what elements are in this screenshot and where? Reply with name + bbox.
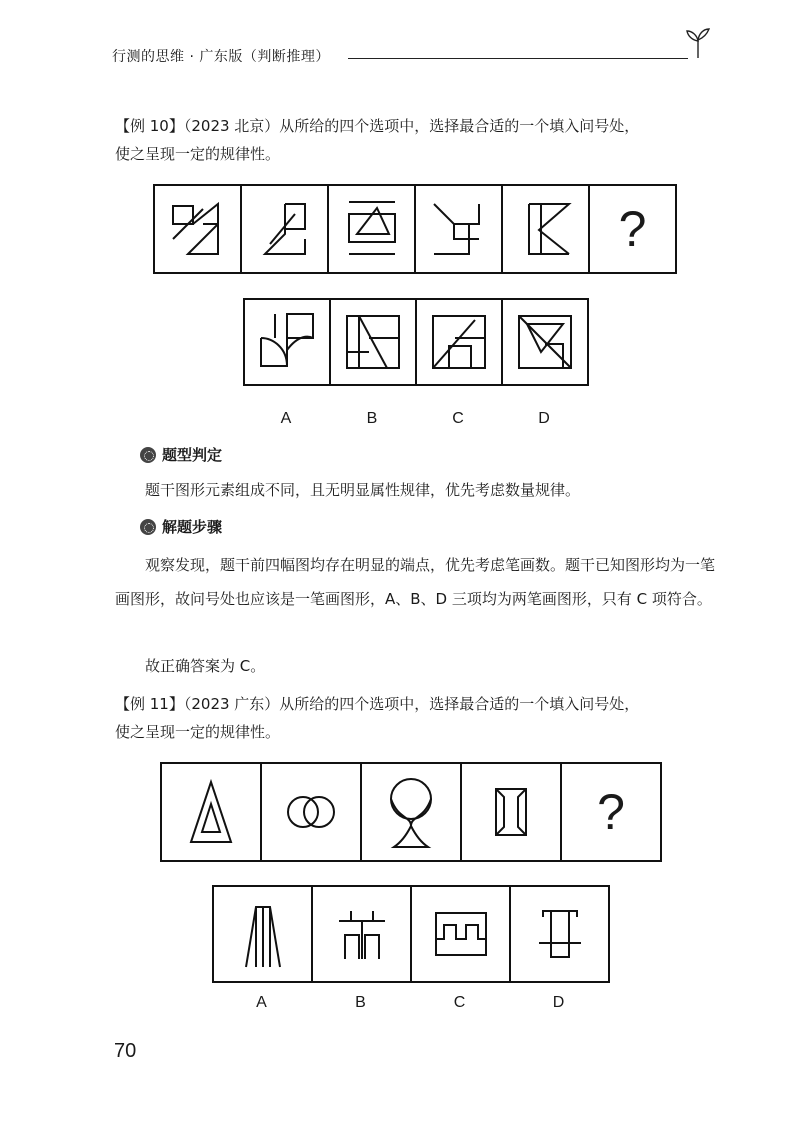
example11-stem-figure-1 (160, 762, 262, 862)
example10-stem-row (153, 184, 677, 274)
option-d-label: D (552, 994, 565, 1011)
option-c-label: C (453, 994, 466, 1011)
example10-option-labels (243, 410, 587, 428)
steps-heading-label: 解题步骤 (162, 518, 223, 536)
example10-option-b-figure[interactable] (329, 298, 417, 386)
seal-icon (140, 447, 156, 463)
example10-option-d-figure[interactable] (501, 298, 589, 386)
example10-question-cell (588, 184, 677, 274)
example11-option-labels (212, 994, 608, 1012)
example11-option-d-figure[interactable] (509, 885, 610, 983)
option-d-label: D (538, 410, 550, 427)
example10-stem-figure-1 (153, 184, 242, 274)
type-heading-label: 题型判定 (162, 446, 223, 464)
running-header: 行测的思维 · 广东版（判断推理） (112, 49, 330, 65)
example10-stem-figure-5 (501, 184, 590, 274)
steps-heading (140, 516, 222, 537)
example10-option-a-figure[interactable] (243, 298, 331, 386)
example11-stem-figure-3 (360, 762, 462, 862)
example11-text-line2: 使之呈现一定的规律性。 (115, 723, 281, 741)
type-heading (140, 444, 222, 465)
example11-option-c-figure[interactable] (410, 885, 511, 983)
example10-tag: 【例 10】 (115, 117, 184, 135)
page-number: 70 (114, 1040, 137, 1062)
example11-text-line1: （2023 广东）从所给的四个选项中，选择最合适的一个填入问号处， (183, 695, 640, 713)
type-text: 题干图形元素组成不同，且无明显属性规律，优先考虑数量规律。 (145, 481, 581, 499)
sprout-icon (682, 26, 714, 60)
example11-option-a-figure[interactable] (212, 885, 313, 983)
header-rule (348, 58, 688, 59)
example10-stem-figure-4 (414, 184, 503, 274)
example10-options-row (243, 298, 589, 386)
option-a-label: A (256, 994, 267, 1011)
example11-stem-row (160, 762, 662, 862)
example11-tag: 【例 11】 (115, 695, 184, 713)
option-a-label: A (280, 410, 292, 427)
option-b-label: B (355, 994, 366, 1011)
example11-options-row (212, 885, 610, 983)
example11-option-b-figure[interactable] (311, 885, 412, 983)
answer-text: 故正确答案为 C。 (145, 657, 266, 675)
example10-question (115, 112, 715, 168)
question-mark: ? (618, 201, 647, 257)
example11-question (115, 690, 715, 746)
example10-stem-figure-3 (327, 184, 416, 274)
option-c-label: C (452, 410, 464, 427)
option-b-label: B (366, 410, 378, 427)
seal-icon (140, 519, 156, 535)
example10-text-line1: （2023 北京）从所给的四个选项中，选择最合适的一个填入问号处， (183, 117, 640, 135)
steps-text: 观察发现，题干前四幅图均存在明显的端点，优先考虑笔画数。题干已知图形均为一笔画图形，故问号处也应该是一笔画图形，A、B、D 三项均为两笔画图形，只有 C 项符合。 (115, 556, 716, 608)
example11-stem-figure-2 (260, 762, 362, 862)
example10-stem-figure-2 (240, 184, 329, 274)
question-mark: ? (597, 784, 625, 840)
example11-question-cell (560, 762, 662, 862)
example11-stem-figure-4 (460, 762, 562, 862)
example10-text-line2: 使之呈现一定的规律性。 (115, 145, 281, 163)
example10-option-c-figure[interactable] (415, 298, 503, 386)
